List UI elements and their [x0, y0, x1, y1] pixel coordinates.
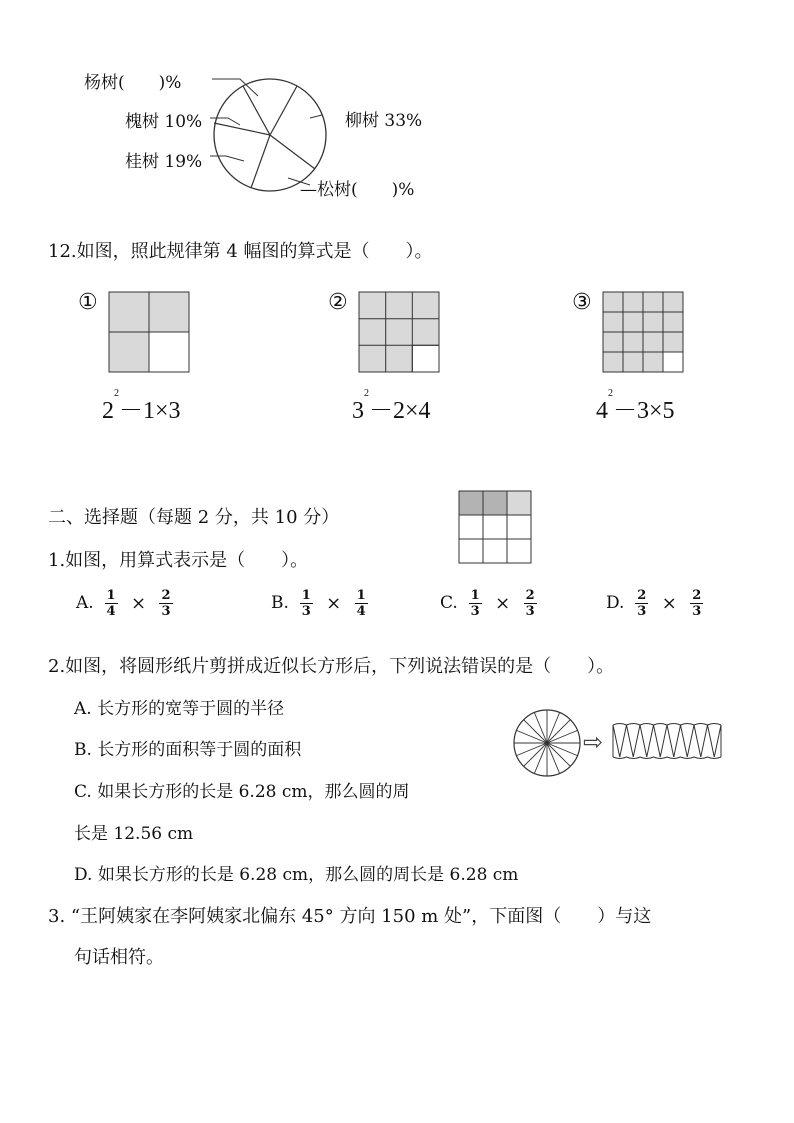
- sector-line: [547, 720, 570, 743]
- section-title: 二、选择题（每题 2 分，共 10 分）: [48, 507, 340, 528]
- q3-text-line2: 句话相符。: [74, 947, 164, 968]
- circle-sectors-figure: [512, 708, 582, 778]
- fraction: $\frac{1}{3}$: [470, 588, 480, 619]
- q2-option-c-cont: 长是 12.56 cm: [74, 824, 194, 844]
- q2-option-b[interactable]: B. 长方形的面积等于圆的面积: [74, 740, 302, 760]
- right-arrow-icon: ⇨: [583, 728, 604, 756]
- rect-top-edge: [613, 724, 721, 726]
- q12-text: 12.如图，照此规律第 4 幅图的算式是（ ）。: [48, 241, 433, 262]
- q2-option-d[interactable]: D. 如果长方形的长是 6.28 cm，那么圆的周长是 6.28 cm: [74, 865, 519, 885]
- figure-2-mark: ②: [328, 290, 348, 315]
- q1-option-b[interactable]: B. $\frac{1}{3}$ × $\frac{1}{4}$: [271, 588, 366, 619]
- fraction: $\frac{2}{3}$: [525, 588, 535, 619]
- q1-text: 1.如图，用算式表示是（ ）。: [48, 550, 309, 571]
- rect-zigzag: [613, 725, 721, 757]
- pie-label-gui: 桂树 19%: [125, 152, 203, 172]
- sector-line: [524, 720, 547, 743]
- fraction: $\frac{2}{3}$: [692, 588, 702, 619]
- figure-3-grid: [602, 291, 684, 373]
- fraction: $\frac{1}{4}$: [356, 588, 366, 619]
- sector-line: [547, 743, 570, 766]
- figure-3-mark: ③: [572, 290, 592, 315]
- figure-3-expression: $4^2-3\times 5$: [596, 388, 675, 424]
- pie-label-yang: 杨树( )%: [84, 73, 182, 93]
- rect-bottom-edge: [613, 757, 721, 759]
- q1-option-c[interactable]: C. $\frac{1}{3}$ × $\frac{2}{3}$: [440, 588, 535, 619]
- q2-text: 2.如图，将圆形纸片剪拼成近似长方形后，下列说法错误的是（ ）。: [48, 656, 615, 677]
- figure-1-expression: $2^2-1\times 3$: [102, 388, 181, 424]
- fraction: $\frac{1}{4}$: [106, 588, 116, 619]
- q1-option-d[interactable]: D. $\frac{2}{3}$ × $\frac{2}{3}$: [606, 588, 702, 619]
- q2-option-a[interactable]: A. 长方形的宽等于圆的半径: [74, 699, 285, 719]
- sector-line: [524, 743, 547, 766]
- q2-option-c[interactable]: C. 如果长方形的长是 6.28 cm，那么圆的周: [74, 782, 410, 802]
- pie-label-song: —松树( )%: [300, 180, 415, 200]
- figure-2-expression: $3^2-2\times 4$: [352, 388, 431, 424]
- figure-2-grid: [358, 291, 440, 373]
- fraction: $\frac{2}{3}$: [637, 588, 647, 619]
- figure-1-grid: [108, 291, 190, 373]
- approx-rectangle-figure: [612, 722, 722, 762]
- q1-grid-figure: [458, 490, 532, 564]
- pie-label-liu: 柳树 33%: [345, 111, 423, 131]
- pie-label-huai: 槐树 10%: [125, 112, 203, 132]
- q3-text-line1: 3. “王阿姨家在李阿姨家北偏东 45° 方向 150 m 处”，下面图（ ）与这: [48, 906, 652, 927]
- figure-1-mark: ①: [78, 290, 98, 315]
- fraction: $\frac{1}{3}$: [301, 588, 311, 619]
- fraction: $\frac{2}{3}$: [161, 588, 171, 619]
- q1-option-a[interactable]: A. $\frac{1}{4}$ × $\frac{2}{3}$: [76, 588, 171, 619]
